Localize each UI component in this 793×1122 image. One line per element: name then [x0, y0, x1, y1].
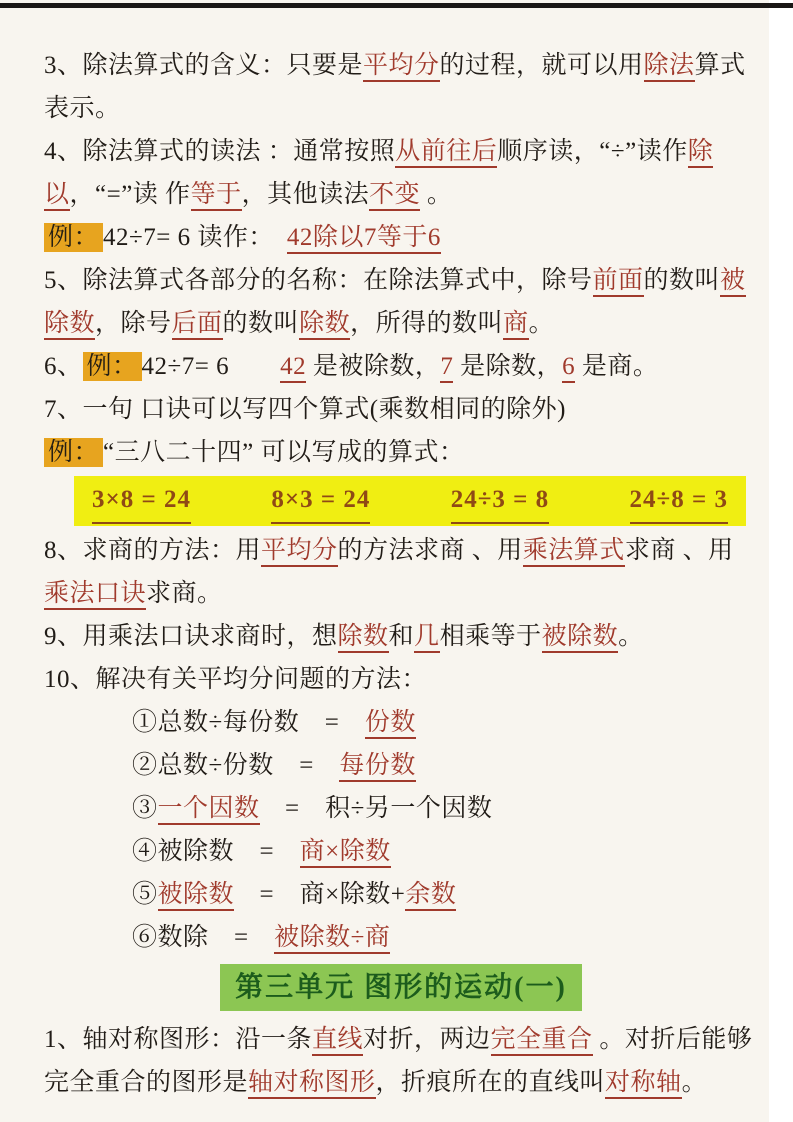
note-item-8	[44, 529, 758, 615]
note-item-9	[44, 615, 758, 658]
formula-2	[44, 744, 758, 787]
text-segment: ，“=”读 作	[69, 181, 191, 208]
note-item-5	[44, 259, 758, 345]
key-term: 平均分	[261, 537, 338, 567]
formula-1	[44, 701, 758, 744]
example-marker: 例：	[44, 438, 103, 467]
key-term: 42	[280, 353, 306, 383]
note-item-10	[44, 658, 758, 701]
key-term: 乘法口诀	[44, 580, 146, 610]
formula-3	[44, 787, 758, 830]
text-segment: 42÷7= 6	[141, 353, 281, 380]
key-term: 42除以7等于6	[287, 224, 441, 254]
text-segment: ②总数÷份数 =	[132, 752, 340, 779]
text-segment: 10、解决有关平均分问题的方法：	[44, 666, 428, 693]
key-term: 对称轴	[605, 1069, 682, 1099]
text-segment: ①总数÷每份数 =	[132, 709, 365, 736]
text-segment: 9、用乘法口诀求商时，想	[44, 623, 338, 650]
formula-6	[44, 916, 758, 959]
key-term: 被除数	[44, 267, 746, 340]
text-segment: 8、求商的方法：用	[44, 537, 262, 564]
key-term: 7	[440, 353, 453, 383]
key-term: 除以	[44, 138, 713, 211]
key-term: 被除数÷商	[274, 924, 390, 954]
text-segment: 的方法求商 、用	[337, 537, 523, 564]
text-segment: 。	[681, 1069, 708, 1096]
text-segment: 的数叫	[222, 310, 300, 337]
section-title-unit3	[44, 964, 758, 1011]
key-term: 后面	[172, 310, 223, 340]
text-segment: 是被除数，	[306, 353, 441, 380]
text-segment: 42÷7= 6 读作：	[103, 224, 287, 251]
text-segment: 4、除法算式的读法 ：通常按照	[44, 138, 396, 165]
text-segment: 。	[528, 310, 555, 337]
note-item-4	[44, 130, 758, 216]
text-segment: 5、除法算式各部分的名称：在除法算式中，除号	[44, 267, 593, 294]
text-segment: 是除数，	[453, 353, 563, 380]
equation: 3×8 = 24	[92, 478, 191, 524]
text-segment: 3、除法算式的含义：只要是	[44, 52, 364, 79]
text-segment: 相乘等于	[439, 623, 542, 650]
example-marker: 例：	[44, 223, 103, 252]
note-item-1-unit3	[44, 1018, 758, 1104]
key-term: 平均分	[363, 52, 440, 82]
text-segment: 顺序读，“÷”读作	[497, 138, 688, 165]
key-term: 等于	[191, 181, 242, 211]
text-segment: 求商 、用	[624, 537, 734, 564]
page-top-rule	[0, 3, 793, 8]
key-term: 不变	[369, 181, 420, 211]
key-term: 商×除数	[300, 838, 391, 868]
key-term: 一个因数	[158, 795, 260, 825]
text-segment: = 积÷另一个因数	[259, 795, 493, 822]
key-term: 轴对称图形	[248, 1069, 376, 1099]
text-segment: 算式表示。	[44, 52, 746, 122]
example-marker: 例：	[83, 352, 142, 381]
text-segment: 7、一句 口诀可以写四个算式(乘数相同的除外)	[44, 396, 566, 423]
text-segment: 。对折后能够完全重合的图形是	[44, 1026, 753, 1096]
text-segment: 对折，两边	[363, 1026, 491, 1053]
key-term: 除数	[299, 310, 350, 340]
example-reading	[44, 216, 758, 259]
text-segment: 的过程，就可以用	[439, 52, 644, 79]
example-formulas	[44, 431, 758, 474]
key-term: 被除数	[542, 623, 619, 653]
text-segment: ，其他读法	[241, 181, 370, 208]
text-segment: 6、	[44, 353, 83, 380]
key-term: 除法	[644, 52, 695, 82]
note-item-7	[44, 388, 758, 431]
text-segment: 和	[388, 623, 415, 650]
text-segment: = 商×除数+	[234, 881, 406, 908]
key-term: 6	[562, 353, 575, 383]
text-segment: ，除号	[95, 310, 172, 337]
note-item-6	[44, 345, 758, 388]
scan-margin-strip	[769, 0, 793, 1122]
equation: 24÷3 = 8	[451, 478, 549, 524]
equation: 8×3 = 24	[271, 478, 370, 524]
key-term: 完全重合	[491, 1026, 593, 1056]
equations-band	[74, 476, 746, 526]
text-segment: ⑤	[132, 881, 158, 908]
key-term: 每份数	[339, 752, 416, 782]
text-segment: 。	[618, 623, 644, 650]
text-segment: “三八二十四” 可以写成的算式：	[103, 439, 465, 466]
formula-4	[44, 830, 758, 873]
key-term: 份数	[365, 709, 416, 739]
note-item-3	[44, 44, 758, 130]
text-segment: 是商。	[575, 353, 659, 380]
text-segment: ⑥数除 =	[132, 924, 275, 951]
text-segment: ④被除数 =	[132, 838, 300, 865]
key-term: 前面	[593, 267, 644, 297]
equation: 24÷8 = 3	[630, 478, 728, 524]
notes-body	[44, 44, 758, 1104]
key-term: 从前往后	[395, 138, 497, 168]
key-term: 被除数	[158, 881, 235, 911]
text-segment: ③	[132, 795, 158, 822]
key-term: 直线	[312, 1026, 363, 1056]
text-segment: 的数叫	[643, 267, 721, 294]
key-term: 乘法算式	[523, 537, 625, 567]
key-term: 几	[414, 623, 440, 653]
text-segment: ，折痕所在的直线叫	[375, 1069, 606, 1096]
section-title: 第三单元 图形的运动(一)	[220, 964, 582, 1011]
key-term: 除数	[338, 623, 389, 653]
formula-5	[44, 873, 758, 916]
key-term: 余数	[405, 881, 456, 911]
text-segment: 1、轴对称图形：沿一条	[44, 1026, 313, 1053]
text-segment: ，所得的数叫	[350, 310, 504, 337]
text-segment: 。	[420, 181, 453, 208]
text-segment: 求商。	[146, 580, 223, 607]
key-term: 商	[503, 310, 529, 340]
